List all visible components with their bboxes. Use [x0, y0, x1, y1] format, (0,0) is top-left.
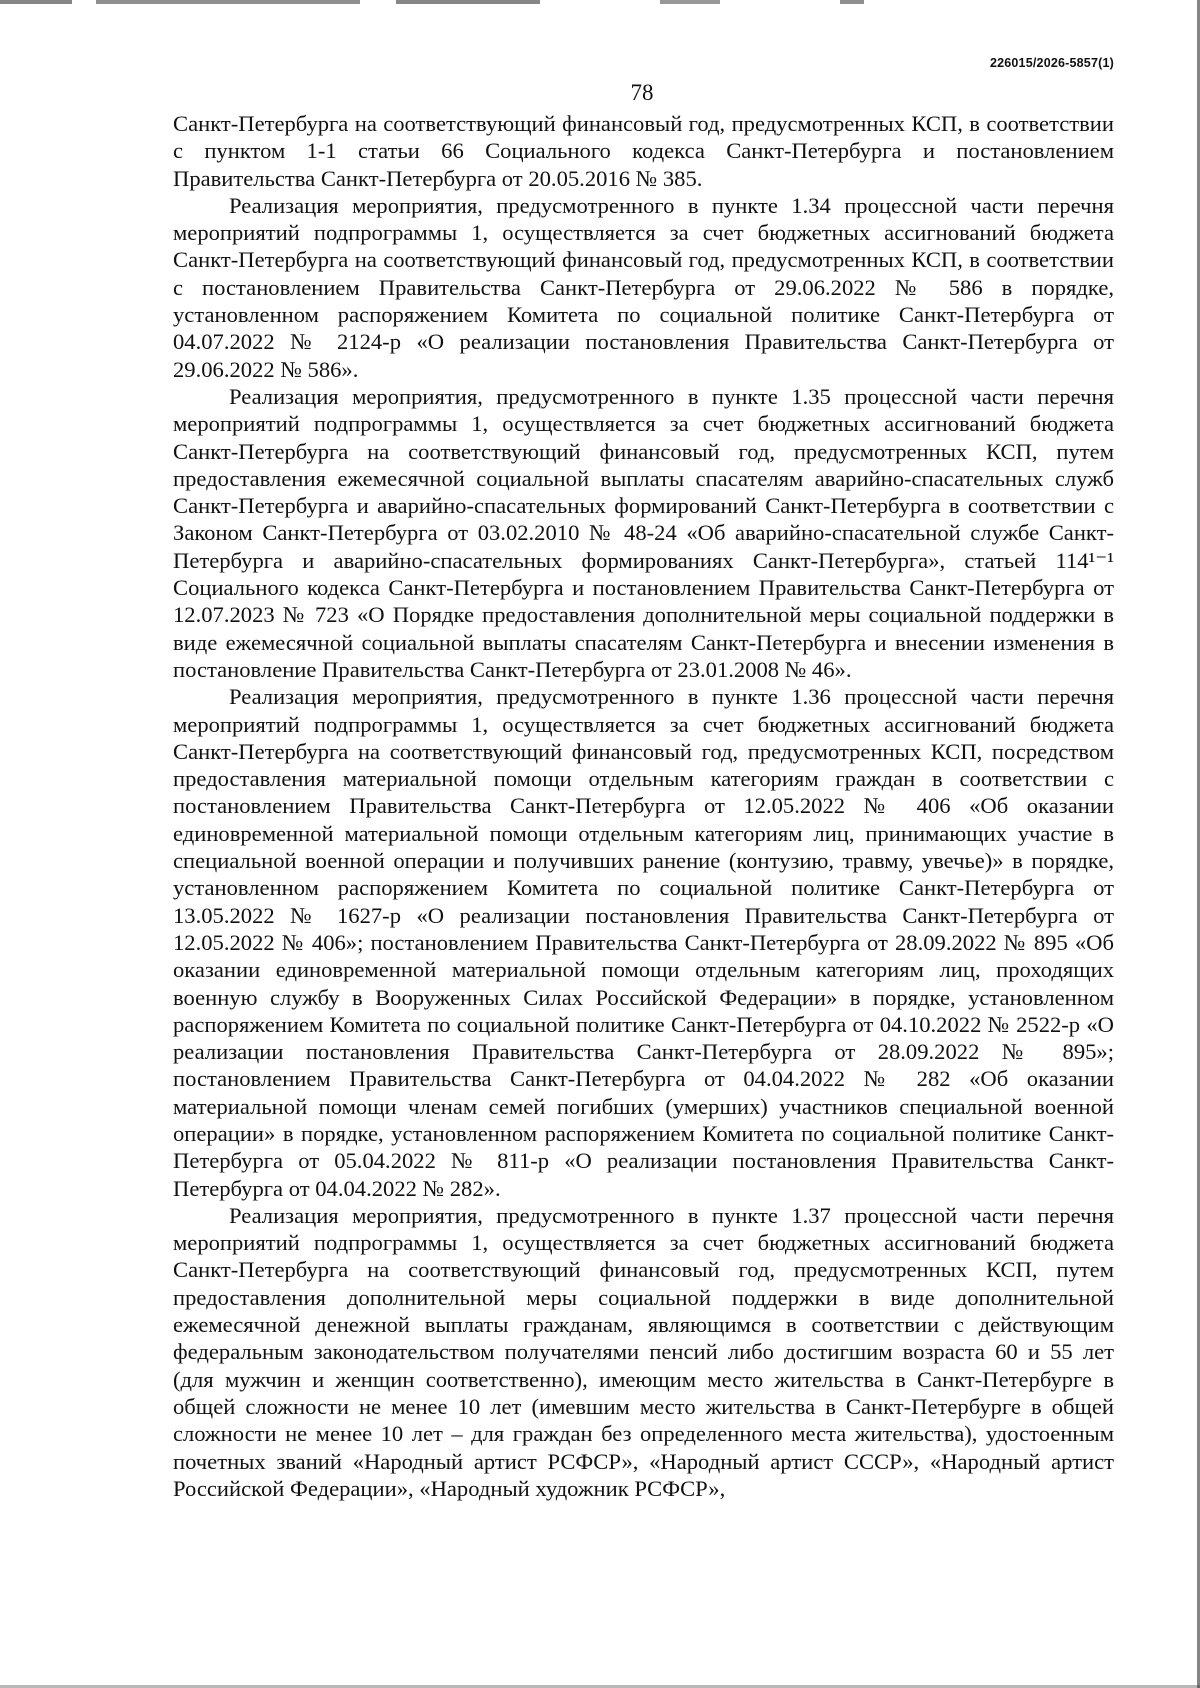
page-number: 78 [630, 80, 654, 105]
scan-edge-top [0, 0, 1200, 4]
document-body [173, 110, 1114, 1502]
paragraph-continuation: Санкт-Петербурга на соответствующий финансовый год, предусмотренных КСП, в соответствии с пунктом 1-1 статьи 66 Социального кодекса Санкт-Петербурга и постановлением Правительства Санкт-Петербурга от 20.05.2016 № 385. [173, 111, 1114, 191]
paragraph-item-1-36: Реализация мероприятия, предусмотренного в пункте 1.36 процессной части перечня мероприятий подпрограммы 1, осуществляется за счет бюджетных ассигнований бюджета Санкт-Петербурга на соответствующий финансовый год, предусмотренных КСП, посредством предоставления материальной помощи отдельным категориям граждан в соответствии с постановлением Правительства Санкт-Петербурга от 12.05.2022 № 406 «Об оказании единовременной материальной помощи отдельным категориям лиц, принимающих участие в специальной военной операции и получивших ранение (контузию, травму, увечье)» в порядке, установленном распоряжением Комитета по социальной политике Санкт-Петербурга от 13.05.2022 № 1627-р «О реализации постановления Правительства Санкт-Петербурга от 12.05.2022 № 406»; постановлением Правительства Санкт-Петербурга от 28.09.2022 № 895 «Об оказании единовременной материальной помощи отдельным категориям лиц, проходящих военную службу в Вооруженных Силах Российской Федерации» в порядке, установленном распоряжением Комитета по социальной политике Санкт-Петербурга от 04.10.2022 № 2522-р «О реализации постановления Правительства Санкт-Петербурга от 28.09.2022 № 895»; постановлением Правительства Санкт-Петербурга от 04.04.2022 № 282 «Об оказании материальной помощи членам семей погибших (умерших) участников специальной военной операции» в порядке, установленном распоряжением Комитета по социальной политике Санкт-Петербурга от 05.04.2022 № 811-р «О реализации постановления Правительства Санкт-Петербурга от 04.04.2022 № 282». [173, 684, 1114, 1201]
paragraph-item-1-35: Реализация мероприятия, предусмотренного в пункте 1.35 процессной части перечня мероприятий подпрограммы 1, осуществляется за счет бюджетных ассигнований бюджета Санкт-Петербурга на соответствующий финансовый год, предусмотренных КСП, путем предоставления ежемесячной социальной выплаты спасателям аварийно-спасательных служб Санкт-Петербурга и аварийно-спасательных формирований Санкт-Петербурга в соответствии с Законом Санкт-Петербурга от 03.02.2010 № 48-24 «Об аварийно-спасательной службе Санкт-Петербурга и аварийно-спасательных формированиях Санкт-Петербурга», статьей 114¹⁻¹ Социального кодекса Санкт-Петербурга и постановлением Правительства Санкт-Петербурга от 12.07.2023 № 723 «О Порядке предоставления дополнительной меры социальной поддержки в виде ежемесячной социальной выплаты спасателям Санкт-Петербурга и внесении изменения в постановление Правительства Санкт-Петербурга от 23.01.2008 № 46». [173, 383, 1114, 682]
paragraph-item-1-37: Реализация мероприятия, предусмотренного в пункте 1.37 процессной части перечня мероприятий подпрограммы 1, осуществляется за счет бюджетных ассигнований бюджета Санкт-Петербурга на соответствующий финансовый год, предусмотренных КСП, путем предоставления дополнительной меры социальной поддержки в виде дополнительной ежемесячной денежной выплаты гражданам, являющимся в соответствии с действующим федеральным законодательством получателями пенсий либо достигшим возраста 60 и 55 лет (для мужчин и женщин соответственно), имеющим место жительства в Санкт-Петербурге в общей сложности не менее 10 лет (имевшим место жительства в Санкт-Петербурге в общей сложности не менее 10 лет – для граждан без определенного места жительства), удостоенным почетных званий «Народный артист РСФСР», «Народный артист СССР», «Народный артист Российской Федерации», «Народный художник РСФСР», [173, 1202, 1114, 1501]
document-id: 226015/2026-5857(1) [989, 56, 1114, 70]
paragraph-item-1-34: Реализация мероприятия, предусмотренного в пункте 1.34 процессной части перечня мероприятий подпрограммы 1, осуществляется за счет бюджетных ассигнований бюджета Санкт-Петербурга на соответствующий финансовый год, предусмотренных КСП, в соответствии с постановлением Правительства Санкт-Петербурга от 29.06.2022 № 586 в порядке, установленном распоряжением Комитета по социальной политике Санкт-Петербурга от 04.07.2022 № 2124-р «О реализации постановления Правительства Санкт-Петербурга от 29.06.2022 № 586». [173, 192, 1114, 382]
